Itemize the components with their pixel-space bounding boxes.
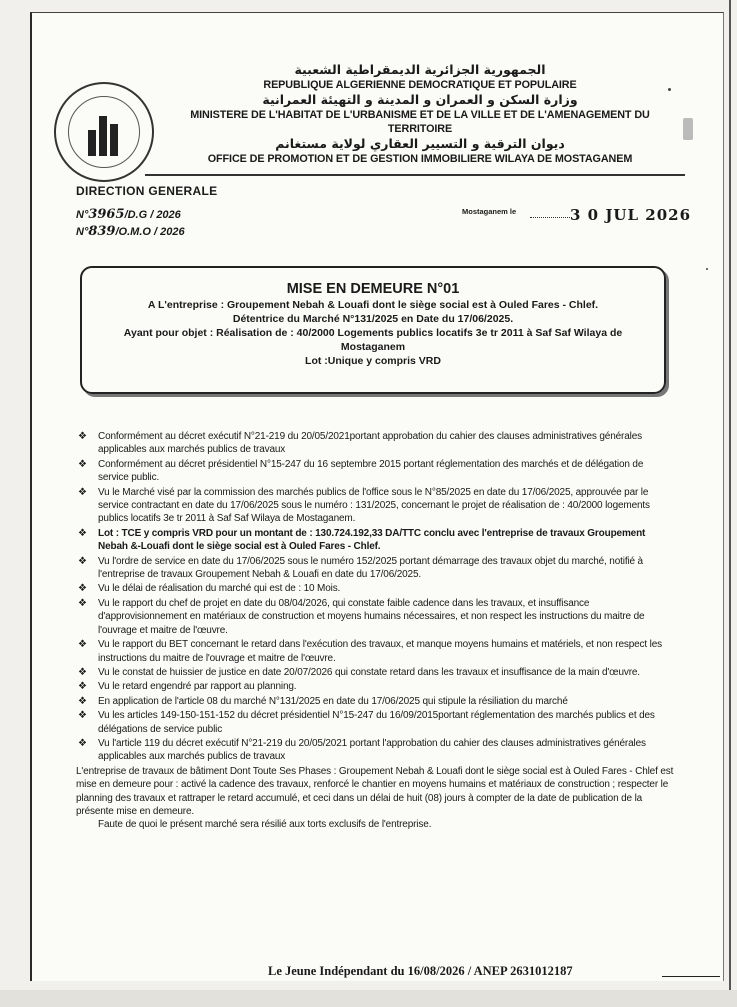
ref1-number: 3965: [88, 207, 125, 222]
title-object: Ayant pour objet : Réalisation de : 40/2000 Logements publics locatifs 3e tr 2011 à Saf Saf Wilaya de Mostaganem: [123, 327, 623, 353]
header-fr-line3: OFFICE DE PROMOTION ET DE GESTION IMMOBILIERE WILAYA DE MOSTAGANEM: [207, 153, 633, 165]
page-bottom-margin: [0, 990, 737, 1007]
title-recipient: A L'entreprise : Groupement Nebah & Louafi dont le siège social est à Ouled Fares - Chlef.: [147, 299, 599, 311]
footer-underline: [662, 976, 720, 977]
diamond-bullet-icon: ❖: [78, 583, 87, 595]
diamond-bullet-icon: ❖: [78, 639, 87, 651]
title-lot: Lot :Unique y compris VRD: [305, 355, 441, 367]
logo-building: [99, 116, 107, 156]
list-item: ❖ Vu le délai de réalisation du marché qui est de : 10 Mois.: [78, 583, 341, 595]
header-ar-line2: وزارة السكن و العمران و المدينة و التهيئة العمرانية: [262, 92, 578, 107]
closing-statement: Faute de quoi le présent marché sera résilié aux torts exclusifs de l'entreprise.: [98, 819, 432, 831]
diamond-bullet-icon: ❖: [78, 458, 87, 470]
title-contract: Détentrice du Marché N°131/2025 en Date du 17/06/2025.: [232, 313, 514, 325]
reference-number-1: N°3965/D.G / 2026: [76, 207, 181, 222]
direction-label: DIRECTION GENERALE: [76, 184, 218, 198]
list-item: ❖ Vu le retard engendré par rapport au planning.: [78, 681, 297, 693]
header-ar-line1: الجمهورية الجزائرية الديمقراطية الشعبية: [294, 62, 546, 77]
diamond-bullet-icon: ❖: [78, 527, 87, 539]
header-fr-line1: REPUBLIQUE ALGERIENNE DEMOCRATIQUE ET POPULAIRE: [263, 79, 577, 91]
scan-smudge: [683, 118, 693, 140]
date-dotted-line: [530, 217, 570, 218]
list-item: ❖ Vu l'ordre de service en date du 17/06/2025 sous le numéro 152/2025 portant démarrage des travaux objet du marché, notifié à l'entreprise de travaux Groupement Nebah & Louafi en date du 17/06/2025.: [78, 555, 643, 581]
page-edge: [729, 0, 731, 1007]
handwritten-date: 3 0 JUL 2026: [570, 206, 692, 224]
place-label: Mostaganem le: [462, 207, 517, 216]
opgi-logo-icon: [54, 82, 154, 182]
header-ar-line3: ديوان الترقية و التسيير العقاري لولاية مستغانم: [275, 136, 565, 151]
diamond-bullet-icon: ❖: [78, 486, 87, 498]
diamond-bullet-icon: ❖: [78, 431, 87, 442]
letterhead: [160, 62, 680, 166]
closing-paragraph: L'entreprise de travaux de bâtiment Dont Toute Ses Phases : Groupement Nebah & Louafi dont le siège social est à Ouled Fares - Chlef est mise en demeure pour : activé la cadence des travaux, renforcé le chantier en moyens humains et matériaux de construction ; respecter le planning des travaux et rattraper le retard accumulé, et ceci dans un délai de huit (08) jours à compter de la date de publication de la présente mise en demeure.: [76, 765, 674, 817]
list-item: ❖ Vu l'article 119 du décret exécutif N°21-219 du 20/05/2021 portant l'approbation du cahier des clauses administratives générales applicables aux marchés publics de travaux: [78, 737, 646, 763]
diamond-bullet-icon: ❖: [78, 666, 87, 678]
list-item: ❖ Vu le rapport du chef de projet en date du 08/04/2026, qui constate faible cadence dans les travaux, et insuffisance d'approvisionnement en matériaux de construction et moyens humains nécessaires, et non respect les instructions du maitre de l'ouvrage et maitre de l'œuvre.: [78, 597, 645, 636]
reference-number-2: N°839/O.M.O / 2026: [76, 224, 185, 239]
diamond-bullet-icon: ❖: [78, 737, 87, 749]
publication-footer: Le Jeune Indépendant du 16/08/2026 / ANEP 2631012187: [268, 964, 573, 978]
list-item: ❖ Lot : TCE y compris VRD pour un montant de : 130.724.192,33 DA/TTC conclu avec l'entreprise de travaux Groupement Nebah &-Louafi dont le siège social est à Ouled Fares - Chlef.: [78, 527, 646, 553]
list-item: ❖ Conformément au décret exécutif N°21-219 du 20/05/2021portant approbation du cahier des clauses administratives générales applicables aux marchés publics de travaux: [78, 431, 642, 456]
title-box: [80, 266, 666, 394]
ref1-suffix: D.G / 2026: [127, 209, 181, 221]
ref2-number: 839: [88, 224, 116, 239]
document-title: MISE EN DEMEURE N°01: [286, 281, 460, 297]
list-item: ❖ Vu le constat de huissier de justice en date 20/07/2026 qui constate retard dans les travaux et insuffisance de la main d'œuvre.: [78, 666, 640, 678]
header-divider: [145, 174, 685, 176]
diamond-bullet-icon: ❖: [78, 555, 87, 567]
logo-building: [88, 130, 96, 156]
list-item: ❖ Conformément au décret présidentiel N°15-247 du 16 septembre 2015 portant réglementation des marchés et de délégation de service public.: [78, 458, 644, 484]
scan-speck: [668, 88, 671, 91]
list-item: ❖ Vu le rapport du BET concernant le retard dans l'exécution des travaux, et manque moyens humains et matériels, et non respect les instructions du maitre de l'ouvrage et maitre de l'œuvre.: [78, 639, 662, 664]
ref2-suffix: O.M.O / 2026: [118, 226, 185, 238]
logo-building: [110, 124, 118, 156]
document-body: [76, 430, 674, 832]
scan-speck: [706, 268, 708, 270]
diamond-bullet-icon: ❖: [78, 695, 87, 707]
header-fr-line2: MINISTERE DE L'HABITAT DE L'URBANISME ET DE LA VILLE ET DE L'AMENAGEMENT DU TERRITOIRE: [190, 109, 650, 135]
diamond-bullet-icon: ❖: [78, 710, 87, 722]
diamond-bullet-icon: ❖: [78, 597, 87, 609]
list-item: ❖ Vu le Marché visé par la commission des marchés publics de l'office sous le N°85/2025 en date du 17/06/2025, approuvée par le service contractant en date du 17/06/2025 sous le numéro : 131/2025, concernant le projet de réalisation de : 40/2000 logements publics locatifs 3e tr 2011 à Saf Saf Wilaya de Mostaganem.: [78, 486, 650, 525]
list-item: ❖ En application de l'article 08 du marché N°131/2025 en date du 17/06/2025 qui stipule la résiliation du marché: [78, 695, 568, 707]
diamond-bullet-icon: ❖: [78, 681, 87, 693]
list-item: ❖ Vu les articles 149-150-151-152 du décret présidentiel N°15-247 du 16/09/2015portant réglementation des marchés publics et des délégations de service public: [78, 710, 655, 735]
